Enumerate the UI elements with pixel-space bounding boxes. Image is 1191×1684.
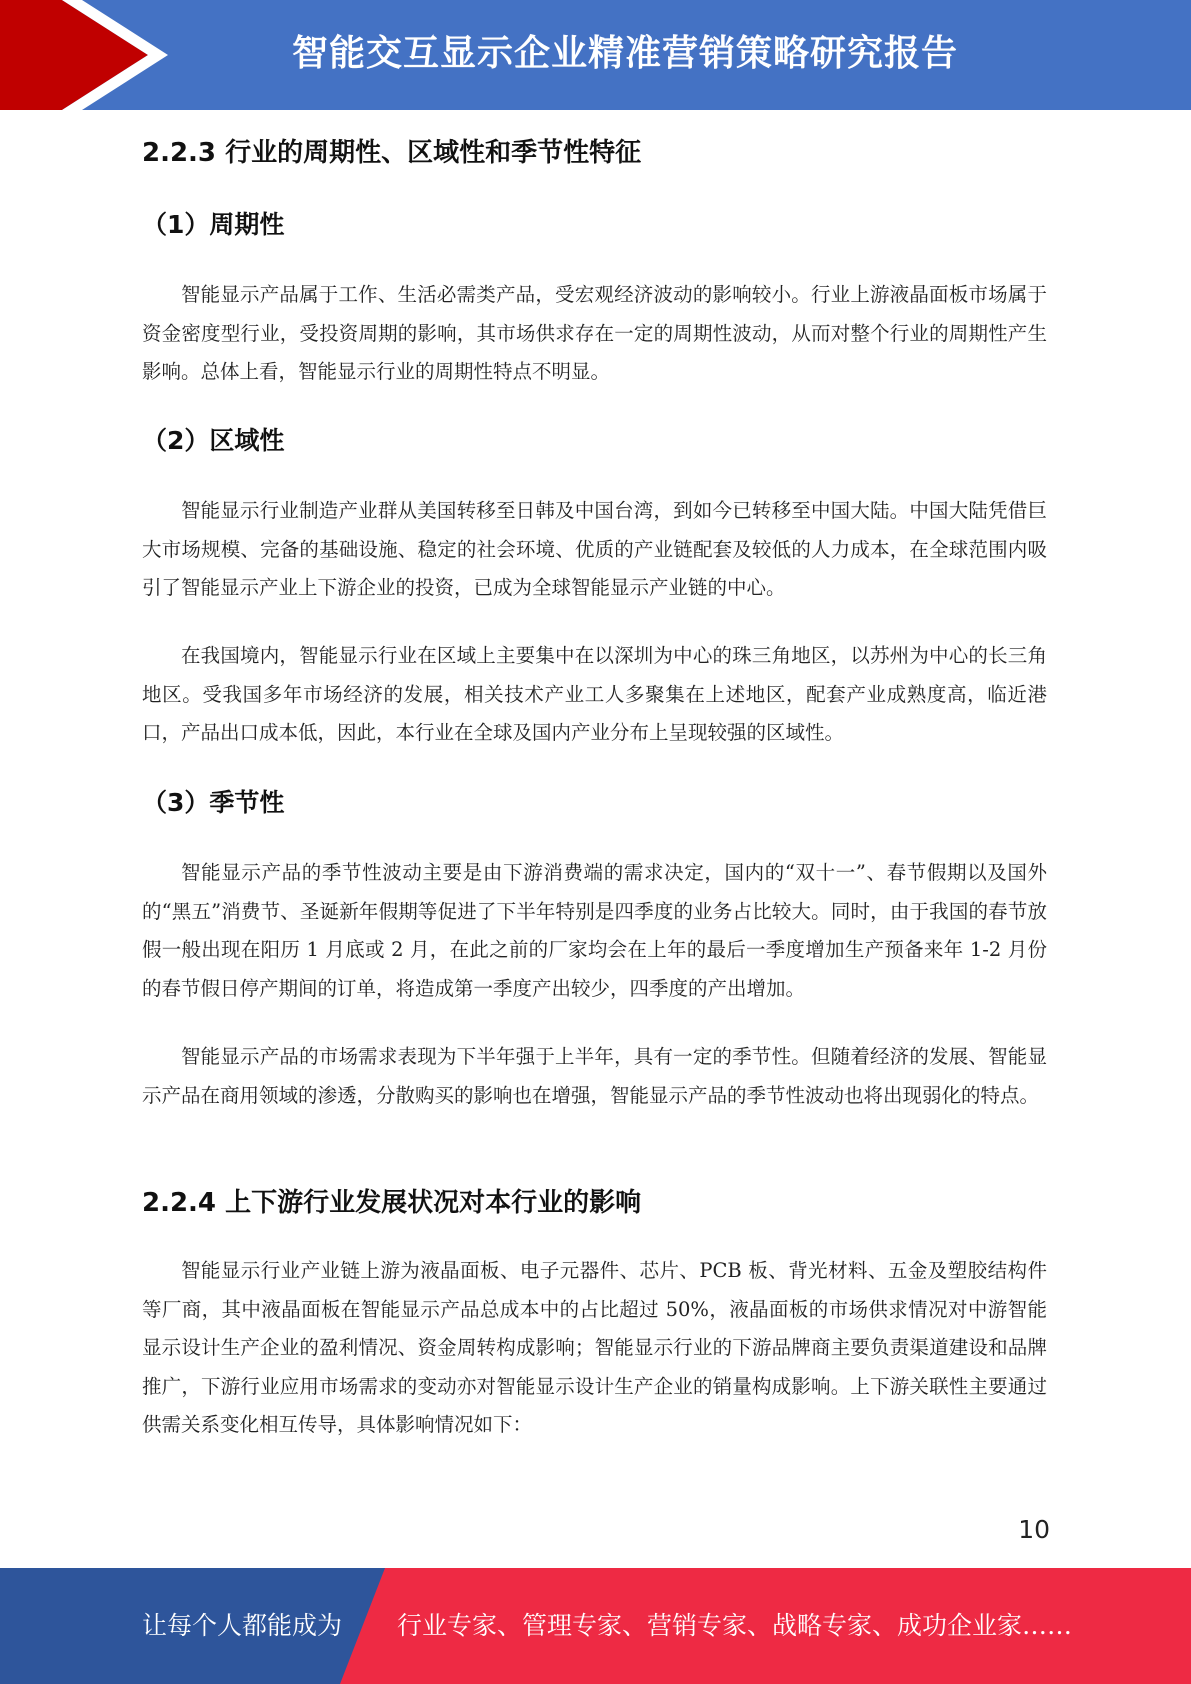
section-heading-2-2-4: 2.2.4 上下游行业发展状况对本行业的影响 [142, 1188, 642, 1218]
footer-banner [0, 1568, 1191, 1684]
paragraph-seasonal-1: 智能显示产品的季节性波动主要是由下游消费端的需求决定，国内的“双十一”、春节假期以及国外的“黑五”消费节、圣诞新年假期等促进了下半年特别是四季度的业务占比较大。同时，由于我国的春节放假一般出现在阳历 1 月底或 2 月，在此之前的厂家均会在上年的最后一季度增加生产预备来年 1-2 月份的春节假日停产期间的订单，将造成第一季度产出较少，四季度的产出增加。 [142, 861, 1047, 1000]
paragraph-seasonal-2: 智能显示产品的市场需求表现为下半年强于上半年，具有一定的季节性。但随着经济的发展、智能显示产品在商用领域的渗透，分散购买的影响也在增强，智能显示产品的季节性波动也将出现弱化的特点。 [142, 1045, 1047, 1107]
paragraph-cyclical: 智能显示产品属于工作、生活必需类产品，受宏观经济波动的影响较小。行业上游液晶面板市场属于资金密度型行业，受投资周期的影响，其市场供求存在一定的周期性波动，从而对整个行业的周期性产生影响。总体上看，智能显示行业的周期性特点不明显。 [142, 283, 1047, 383]
paragraph-regional-1: 智能显示行业制造产业群从美国转移至日韩及中国台湾，到如今已转移至中国大陆。中国大陆凭借巨大市场规模、完备的基础设施、稳定的社会环境、优质的产业链配套及较低的人力成本，在全球范围内吸引了智能显示产业上下游企业的投资，已成为全球智能显示产业链的中心。 [142, 499, 1047, 599]
paragraph-upstream-downstream: 智能显示行业产业链上游为液晶面板、电子元器件、芯片、PCB 板、背光材料、五金及塑胶结构件等厂商，其中液晶面板在智能显示产品总成本中的占比超过 50%，液晶面板的市场供求情况对中游智能显示设计生产企业的盈利情况、资金周转构成影响；智能显示行业的下游品牌商主要负责渠道建设和品牌推广，下游行业应用市场需求的变动亦对智能显示设计生产企业的销量构成影响。上下游关联性主要通过供需关系变化相互传导，具体影响情况如下： [142, 1259, 1047, 1436]
subheading-cyclical: （1）周期性 [142, 210, 285, 239]
header-banner [0, 0, 1191, 110]
document-title: 智能交互显示企业精准营销策略研究报告 [291, 33, 958, 74]
page-number: 10 [1018, 1515, 1050, 1544]
section-heading-2-2-3: 2.2.3 行业的周期性、区域性和季节性特征 [142, 138, 642, 168]
footer-slogan-left: 让每个人都能成为 [142, 1611, 343, 1640]
paragraph-regional-2: 在我国境内，智能显示行业在区域上主要集中在以深圳为中心的珠三角地区，以苏州为中心的长三角地区。受我国多年市场经济的发展，相关技术产业工人多聚集在上述地区，配套产业成熟度高，临近港口，产品出口成本低，因此，本行业在全球及国内产业分布上呈现较强的区域性。 [142, 644, 1047, 744]
subheading-seasonal: （3）季节性 [142, 788, 285, 817]
subheading-regional: （2）区域性 [142, 426, 285, 455]
footer-slogan-right: 行业专家、管理专家、营销专家、战略专家、成功企业家…… [397, 1611, 1073, 1640]
